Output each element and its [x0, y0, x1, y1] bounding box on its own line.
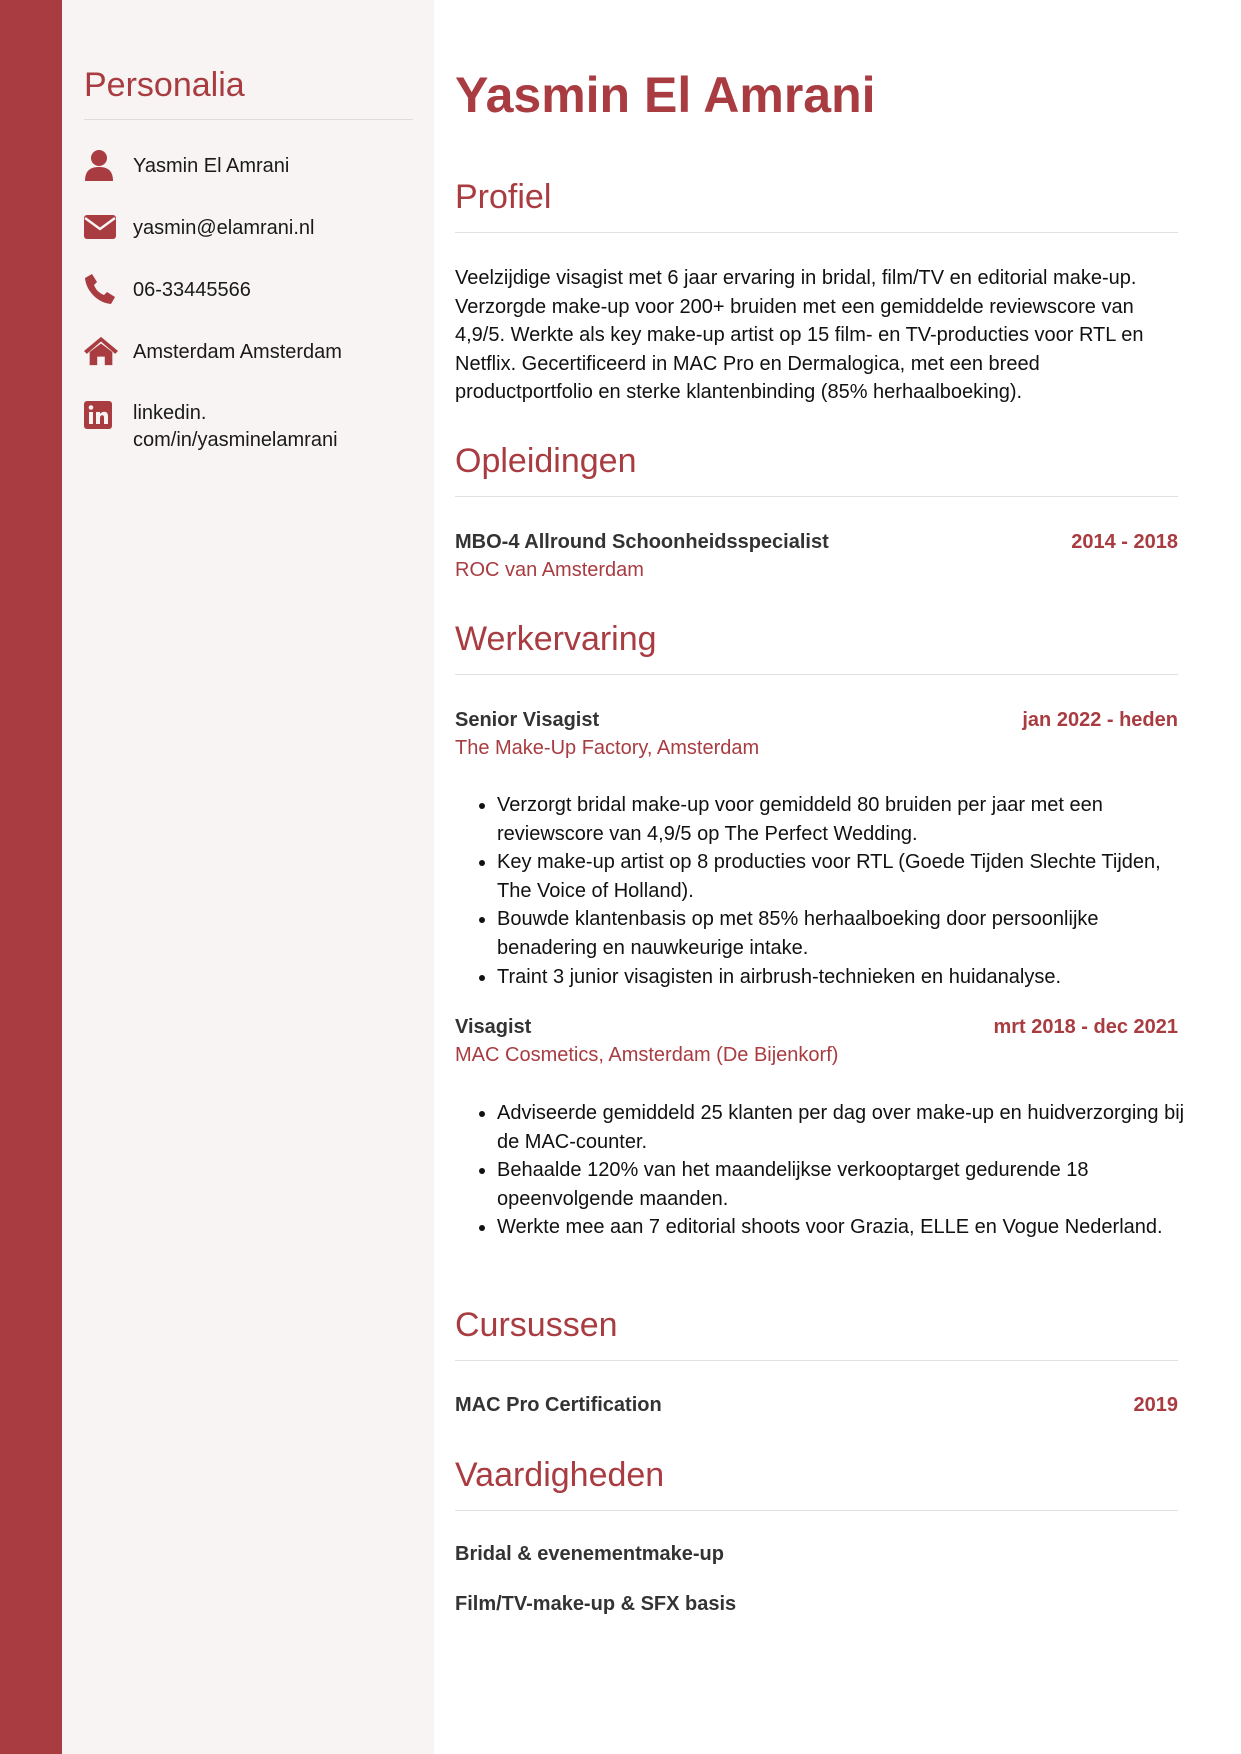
list-item: • Werkte mee aan 7 editorial shoots voor Grazia, ELLE en Vogue Nederland.: [497, 1213, 1187, 1242]
user-icon: [84, 150, 118, 180]
list-item: • Key make-up artist op 8 producties voor RTL (Goede Tijden Slechte Tijden, The Voice of Holland).: [497, 848, 1187, 905]
education-title: MBO-4 Allround Schoonheidsspecialist: [455, 531, 829, 553]
home-icon: [84, 336, 118, 366]
skill-item: Film/TV-make-up & SFX basis: [455, 1593, 737, 1615]
linkedin-line-1: linkedin.: [133, 402, 207, 424]
section-divider: [455, 1360, 1178, 1361]
section-title-courses: Cursussen: [455, 1306, 618, 1344]
job-bullets: [455, 1099, 1187, 1242]
contact-location-text: Amsterdam Amsterdam: [133, 341, 342, 363]
contact-email[interactable]: [84, 212, 315, 242]
job-title: Visagist: [455, 1016, 532, 1038]
section-title-profile: Profiel: [455, 178, 552, 216]
contact-linkedin-text[interactable]: [133, 400, 338, 454]
section-title-experience: Werkervaring: [455, 620, 657, 658]
contact-name-text: Yasmin El Amrani: [133, 155, 290, 177]
job-date: mrt 2018 - dec 2021: [993, 1016, 1178, 1038]
sidebar: [62, 0, 434, 1754]
contact-location: [84, 336, 342, 366]
job-employer: The Make-Up Factory, Amsterdam: [455, 737, 760, 759]
sidebar-title: Personalia: [84, 66, 245, 104]
list-item: • Traint 3 junior visagisten in airbrush-technieken en huidanalyse.: [497, 963, 1187, 992]
education-date: 2014 - 2018: [1071, 531, 1178, 553]
section-divider: [455, 496, 1178, 497]
contact-phone[interactable]: [84, 274, 251, 304]
section-divider: [455, 1510, 1178, 1511]
course-title: MAC Pro Certification: [455, 1394, 662, 1416]
contact-name: [84, 150, 290, 180]
linkedin-icon: [84, 400, 118, 430]
contact-email-text[interactable]: yasmin@elamrani.nl: [133, 217, 315, 239]
list-item: • Verzorgt bridal make-up voor gemiddeld 80 bruiden per jaar met een reviewscore van 4,9/5 op The Perfect Wedding.: [497, 791, 1187, 848]
course-date: 2019: [1133, 1394, 1178, 1416]
profile-text: Veelzijdige visagist met 6 jaar ervaring in bridal, film/TV en editorial make-up. Verzorgde make-up voor 200+ bruiden met een gemiddelde reviewscore van 4,9/5. Werkte als key make-up artist op 15 film- en TV-producties voor RTL en Netflix. Gecertificeerd in MAC Pro en Dermalogica, met een breed productportfolio en sterke klantenbinding (85% herhaalboeking).: [455, 267, 1144, 404]
phone-icon: [84, 274, 118, 304]
list-item: • Bouwde klantenbasis op met 85% herhaalboeking door persoonlijke benadering en nauwkeurige intake.: [497, 905, 1187, 962]
list-item: • Adviseerde gemiddeld 25 klanten per dag over make-up en huidverzorging bij de MAC-counter.: [497, 1099, 1187, 1156]
section-title-education: Opleidingen: [455, 442, 637, 480]
list-item: • Behaalde 120% van het maandelijkse verkooptarget gedurende 18 opeenvolgende maanden.: [497, 1156, 1187, 1213]
skill-item: Bridal & evenementmake-up: [455, 1543, 724, 1565]
contact-phone-text[interactable]: 06-33445566: [133, 279, 251, 301]
job-employer: MAC Cosmetics, Amsterdam (De Bijenkorf): [455, 1044, 839, 1066]
job-date: jan 2022 - heden: [1022, 709, 1178, 731]
accent-stripe: [0, 0, 62, 1754]
job-bullets: [455, 791, 1187, 991]
linkedin-line-2: com/in/yasminelamrani: [133, 429, 338, 451]
job-title: Senior Visagist: [455, 709, 600, 731]
contact-linkedin[interactable]: [84, 400, 338, 451]
section-title-skills: Vaardigheden: [455, 1456, 665, 1494]
envelope-icon: [84, 212, 118, 242]
education-school: ROC van Amsterdam: [455, 559, 644, 581]
sidebar-divider: [84, 119, 413, 120]
candidate-name: Yasmin El Amrani: [455, 67, 876, 123]
section-divider: [455, 232, 1178, 233]
section-divider: [455, 674, 1178, 675]
